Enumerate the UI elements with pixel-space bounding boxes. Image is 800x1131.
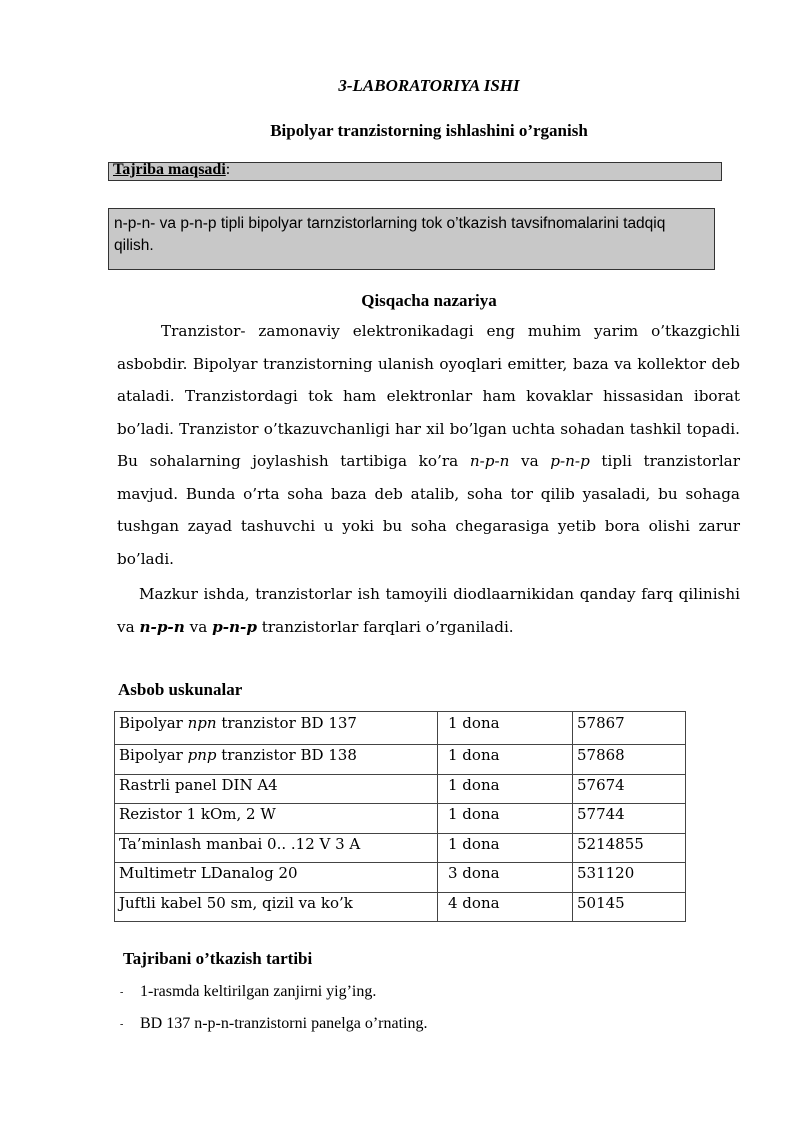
procedure-step	[120, 1015, 427, 1033]
equipment-name: Bipolyar	[119, 746, 188, 764]
equipment-name-cell	[115, 833, 438, 863]
equipment-code: 57867	[573, 712, 686, 745]
table-row	[115, 892, 686, 922]
equipment-name: Juftli kabel 50 sm, qizil va ko’k	[119, 893, 353, 912]
equipment-code: 57744	[573, 804, 686, 834]
equipment-name: Bipolyar	[119, 714, 188, 732]
equipment-name-cell	[115, 892, 438, 922]
equipment-name-cell	[115, 863, 438, 893]
equipment-table	[114, 711, 686, 922]
table-row	[115, 745, 686, 775]
goal-label-bar	[108, 162, 722, 181]
equipment-name-cell	[115, 712, 438, 745]
equipment-quantity: 1 dona	[438, 745, 573, 775]
table-row	[115, 863, 686, 893]
equipment-quantity: 1 dona	[438, 774, 573, 804]
equipment-quantity: 1 dona	[438, 712, 573, 745]
equipment-name-cell	[115, 804, 438, 834]
goal-text-box: n-p-n- va p-n-p tipli bipolyar tarnzistorlarning tok o’tkazish tavsifnomalarini tadqiq qilish.	[108, 208, 715, 270]
equipment-quantity: 1 dona	[438, 833, 573, 863]
goal-label-colon: :	[225, 161, 231, 178]
goal-label-text: Tajriba maqsadi	[113, 161, 226, 178]
equipment-name: Rastrli panel DIN A4	[119, 775, 278, 794]
equipment-code: 57674	[573, 774, 686, 804]
equipment-name: Rezistor 1 kOm, 2 W	[119, 805, 276, 823]
table-row	[115, 804, 686, 834]
equipment-quantity: 1 dona	[438, 804, 573, 834]
p1-pnp: p-n-p	[550, 452, 590, 470]
equipment-name-rest: tranzistor BD 138	[216, 746, 357, 764]
equipment-code: 531120	[573, 863, 686, 893]
equipment-quantity: 4 dona	[438, 892, 573, 922]
p2-text-b: va	[184, 617, 213, 636]
equipment-code: 50145	[573, 892, 686, 922]
theory-heading: Qisqacha nazariya	[361, 291, 497, 310]
equipment-heading: Asbob uskunalar	[118, 680, 243, 699]
procedure-heading: Tajribani o’tkazish tartibi	[123, 949, 313, 968]
table-row	[115, 833, 686, 863]
p2-npn: n-p-n	[139, 617, 185, 636]
p2-text-a: Mazkur ishda, tranzistorlar ish tamoyili diodlaarnikidan qanday farq qilinishi va	[117, 585, 740, 636]
equipment-name-type: npn	[187, 714, 217, 732]
step-bullet: -	[120, 986, 124, 998]
step-text: BD 137 n-p-n-tranzistorni panelga o’rnating.	[140, 1015, 428, 1032]
page-title: 3-LABORATORIYA ISHI	[338, 76, 520, 95]
step-bullet: -	[120, 1018, 124, 1030]
equipment-name-type: pnp	[187, 746, 217, 764]
step-text: 1-rasmda keltirilgan zanjirni yig’ing.	[140, 983, 377, 1000]
equipment-code: 57868	[573, 745, 686, 775]
equipment-name: Multimetr LDanalog 20	[119, 864, 298, 882]
equipment-name-cell	[115, 745, 438, 775]
page-subtitle: Bipolyar tranzistorning ishlashini o’rganish	[270, 121, 588, 140]
equipment-name-rest: tranzistor BD 137	[216, 714, 357, 732]
theory-paragraph-1	[117, 315, 740, 575]
equipment-quantity: 3 dona	[438, 863, 573, 893]
theory-paragraph-2	[117, 578, 740, 643]
p1-npn: n-p-n	[469, 452, 510, 470]
equipment-code: 5214855	[573, 833, 686, 863]
goal-label	[113, 161, 230, 179]
table-row	[115, 774, 686, 804]
p1-text-b: va	[509, 452, 551, 470]
table-row	[115, 712, 686, 745]
p1-text-a: Tranzistor- zamonaviy elektronikadagi eng muhim yarim o’tkazgichli asbobdir. Bipolyar tranzistorning ulanish oyoqlari emitter, baza va kollektor deb ataladi. Tranzistordagi tok ham elektronlar ham kovaklar hissasidan iborat bo’ladi. Tranzistor o’tkazuvchanligi har xil bo’lgan uchta sohadan tashkil topadi. Bu sohalarning joylashish tartibiga ko’ra	[117, 322, 740, 470]
p2-text-c: tranzistorlar farqlari o’rganiladi.	[256, 617, 514, 636]
equipment-name: Ta’minlash manbai 0.. .12 V 3 A	[119, 834, 361, 853]
p1-text-c: tipli tranzistorlar mavjud. Bunda o’rta soha baza deb atalib, soha tor qilib yasaladi, bu sohaga tushgan zayad tashuvchi u yoki bu soha chegarasiga yetib bora olishi zarur bo’ladi.	[117, 452, 741, 568]
equipment-name-cell	[115, 774, 438, 804]
procedure-step	[120, 983, 376, 1001]
p2-pnp: p-n-p	[212, 617, 257, 636]
equipment-table-body	[115, 712, 686, 922]
